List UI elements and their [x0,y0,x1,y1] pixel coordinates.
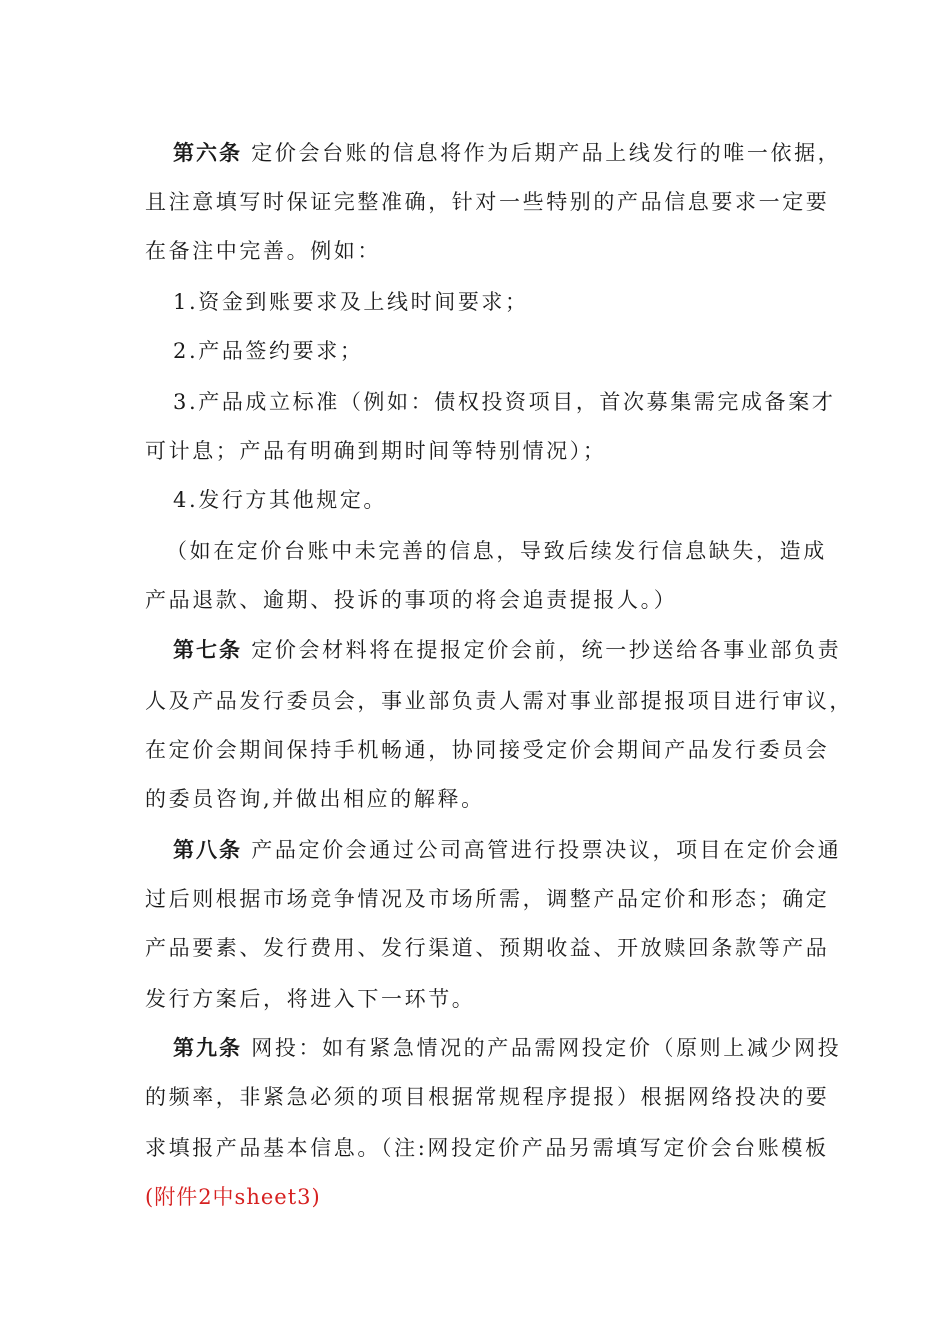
article6-line-1 [173,140,841,166]
article9-line-1 [173,1035,841,1061]
article9-red-note: (附件2中sheet3) [145,1185,321,1209]
article6-heading: 第六条 [173,140,242,165]
article7-line-3: 在定价会期间保持手机畅通，协同接受定价会期间产品发行委员会 [145,738,830,762]
article9-line-2: 的频率，非紧急必须的项目根据常规程序提报）根据网络投决的要 [145,1085,830,1109]
article7-line-4: 的委员咨询,并做出相应的解释。 [145,787,485,811]
article7-text-1: 定价会材料将在提报定价会前，统一抄送给各事业部负责 [242,638,842,662]
article6-item-4: 4.发行方其他规定。 [173,488,388,512]
article8-text-1: 产品定价会通过公司高管进行投票决议，项目在定价会通 [242,838,842,862]
article9-text-1: 网投：如有紧急情况的产品需网投定价（原则上减少网投 [242,1036,842,1060]
article9-heading: 第九条 [173,1035,242,1060]
article8-line-2: 过后则根据市场竞争情况及市场所需，调整产品定价和形态；确定 [145,887,830,911]
article6-item-1: 1.资金到账要求及上线时间要求； [173,290,529,314]
article7-heading: 第七条 [173,637,242,662]
article6-item-3: 3.产品成立标准（例如：债权投资项目，首次募集需完成备案才 [173,390,836,414]
article6-item-3-cont: 可计息；产品有明确到期时间等特别情况）； [145,439,607,463]
article7-line-1 [173,637,841,663]
article8-heading: 第八条 [173,837,242,862]
article7-line-2: 人及产品发行委员会，事业部负责人需对事业部提报项目进行审议， [145,689,853,713]
article6-note-2: 产品退款、逾期、投诉的事项的将会追责提报人。） [145,588,678,612]
article6-item-2: 2.产品签约要求； [173,339,364,363]
article8-line-3: 产品要素、发行费用、发行渠道、预期收益、开放赎回条款等产品 [145,936,830,960]
article6-line-3: 在备注中完善。例如： [145,239,381,263]
article8-line-1 [173,837,841,863]
article9-line-3: 求填报产品基本信息。（注:网投定价产品另需填写定价会台账模板 [145,1136,829,1160]
article6-note-1: （如在定价台账中未完善的信息，导致后续发行信息缺失，造成 [166,539,827,563]
article8-line-4: 发行方案后，将进入下一环节。 [145,987,476,1011]
article6-line-2: 且注意填写时保证完整准确，针对一些特别的产品信息要求一定要 [145,190,830,214]
article6-text-1: 定价会台账的信息将作为后期产品上线发行的唯一依据， [242,141,842,165]
